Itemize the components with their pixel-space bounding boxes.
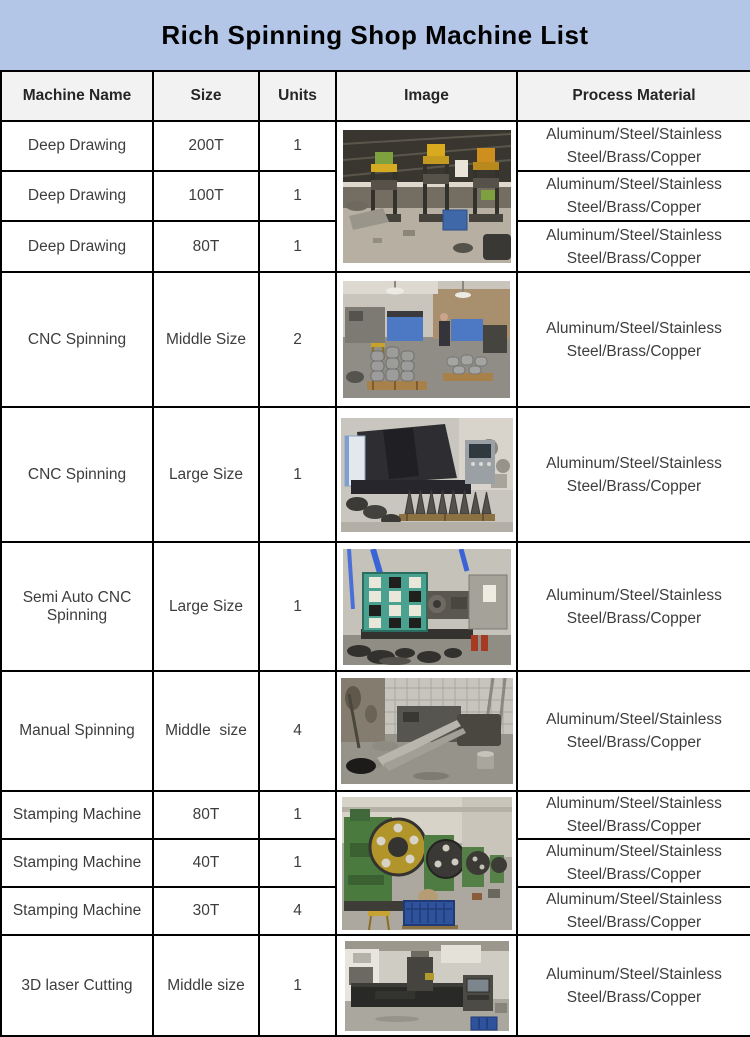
machine-name-cell: Stamping Machine xyxy=(1,839,153,887)
deep-drawing-presses-photo xyxy=(336,121,517,272)
size-cell: Large Size xyxy=(153,407,259,542)
col-header-image: Image xyxy=(336,71,517,121)
col-header-process-material: Process Material xyxy=(517,71,750,121)
table-row xyxy=(1,272,750,407)
col-header-size: Size xyxy=(153,71,259,121)
units-cell: 1 xyxy=(259,121,336,171)
manual-spinning-photo xyxy=(336,671,517,791)
table-row xyxy=(1,791,750,839)
machine-name-cell: Semi Auto CNC Spinning xyxy=(1,542,153,671)
material-cell: Aluminum/Steel/Stainless Steel/Brass/Copper xyxy=(517,121,750,171)
material-cell: Aluminum/Steel/Stainless Steel/Brass/Copper xyxy=(517,791,750,839)
machine-list-table xyxy=(0,70,750,1037)
machine-name-cell: CNC Spinning xyxy=(1,272,153,407)
machine-name-cell: Manual Spinning xyxy=(1,671,153,791)
table-row xyxy=(1,407,750,542)
size-cell: 200T xyxy=(153,121,259,171)
units-cell: 1 xyxy=(259,791,336,839)
machine-name-cell: Deep Drawing xyxy=(1,221,153,272)
size-cell: 80T xyxy=(153,221,259,272)
units-cell: 4 xyxy=(259,887,336,935)
machine-name-cell: CNC Spinning xyxy=(1,407,153,542)
units-cell: 1 xyxy=(259,935,336,1036)
stamping-machines-photo xyxy=(336,791,517,935)
material-cell: Aluminum/Steel/Stainless Steel/Brass/Copper xyxy=(517,839,750,887)
header-row xyxy=(1,71,750,121)
cnc-spinning-middle-photo xyxy=(336,272,517,407)
col-header-units: Units xyxy=(259,71,336,121)
units-cell: 1 xyxy=(259,221,336,272)
laser-cutting-photo xyxy=(336,935,517,1036)
units-cell: 1 xyxy=(259,171,336,221)
size-cell: 30T xyxy=(153,887,259,935)
semi-auto-cnc-spinning-photo xyxy=(336,542,517,671)
units-cell: 1 xyxy=(259,407,336,542)
material-cell: Aluminum/Steel/Stainless Steel/Brass/Copper xyxy=(517,221,750,272)
table-row xyxy=(1,542,750,671)
material-cell: Aluminum/Steel/Stainless Steel/Brass/Copper xyxy=(517,407,750,542)
units-cell: 1 xyxy=(259,839,336,887)
cnc-spinning-large-photo xyxy=(336,407,517,542)
units-cell: 4 xyxy=(259,671,336,791)
size-cell: 100T xyxy=(153,171,259,221)
size-cell: Middle size xyxy=(153,671,259,791)
material-cell: Aluminum/Steel/Stainless Steel/Brass/Copper xyxy=(517,887,750,935)
table-row xyxy=(1,121,750,171)
machine-name-cell: Stamping Machine xyxy=(1,791,153,839)
table-row xyxy=(1,671,750,791)
units-cell: 1 xyxy=(259,542,336,671)
machine-name-cell: Deep Drawing xyxy=(1,171,153,221)
size-cell: 40T xyxy=(153,839,259,887)
size-cell: Middle Size xyxy=(153,272,259,407)
col-header-machine-name: Machine Name xyxy=(1,71,153,121)
table-row xyxy=(1,935,750,1036)
material-cell: Aluminum/Steel/Stainless Steel/Brass/Copper xyxy=(517,272,750,407)
material-cell: Aluminum/Steel/Stainless Steel/Brass/Copper xyxy=(517,671,750,791)
material-cell: Aluminum/Steel/Stainless Steel/Brass/Copper xyxy=(517,171,750,221)
size-cell: 80T xyxy=(153,791,259,839)
machine-name-cell: Stamping Machine xyxy=(1,887,153,935)
units-cell: 2 xyxy=(259,272,336,407)
size-cell: Middle size xyxy=(153,935,259,1036)
page-title: Rich Spinning Shop Machine List xyxy=(0,0,750,70)
size-cell: Large Size xyxy=(153,542,259,671)
material-cell: Aluminum/Steel/Stainless Steel/Brass/Copper xyxy=(517,935,750,1036)
machine-name-cell: Deep Drawing xyxy=(1,121,153,171)
machine-name-cell: 3D laser Cutting xyxy=(1,935,153,1036)
material-cell: Aluminum/Steel/Stainless Steel/Brass/Copper xyxy=(517,542,750,671)
